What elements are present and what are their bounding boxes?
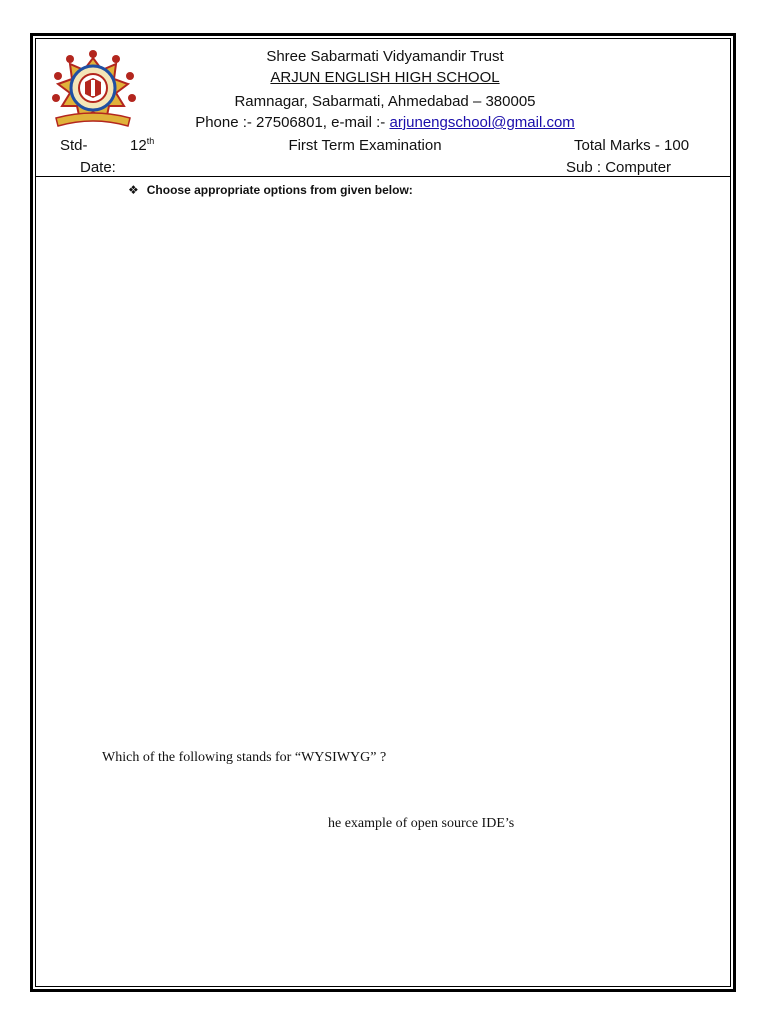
question-open-source-ide: he example of open source IDE’s — [328, 816, 515, 831]
date-label: Date: — [80, 159, 116, 176]
std-value — [130, 136, 154, 155]
header-divider — [36, 176, 730, 177]
std-suffix: th — [146, 136, 155, 146]
question-wysiwyg: Which of the following stands for “WYSIWYG” ? — [102, 750, 387, 765]
contact-line — [140, 113, 630, 132]
total-marks: Total Marks - 100 — [574, 137, 690, 154]
email-link[interactable]: arjunengschool@gmail.com — [389, 114, 575, 131]
phone-text: Phone :- 27506801, e-mail :- — [195, 114, 390, 131]
school-emblem-icon — [48, 48, 138, 134]
instruction-text: Choose appropriate options from given below: — [146, 183, 413, 197]
bullet-icon: ❖ — [128, 183, 139, 197]
school-address: Ramnagar, Sabarmati, Ahmedabad – 380005 — [234, 93, 536, 110]
trust-name: Shree Sabarmati Vidyamandir Trust — [266, 48, 504, 65]
instruction — [128, 182, 413, 198]
page-border-inner — [35, 38, 731, 987]
exam-title: First Term Examination — [288, 137, 442, 154]
school-name: ARJUN ENGLISH HIGH SCHOOL — [270, 69, 500, 86]
subject-label: Sub : Computer — [566, 159, 672, 176]
std-number: 12 — [130, 137, 147, 154]
std-label: Std- — [60, 137, 88, 154]
